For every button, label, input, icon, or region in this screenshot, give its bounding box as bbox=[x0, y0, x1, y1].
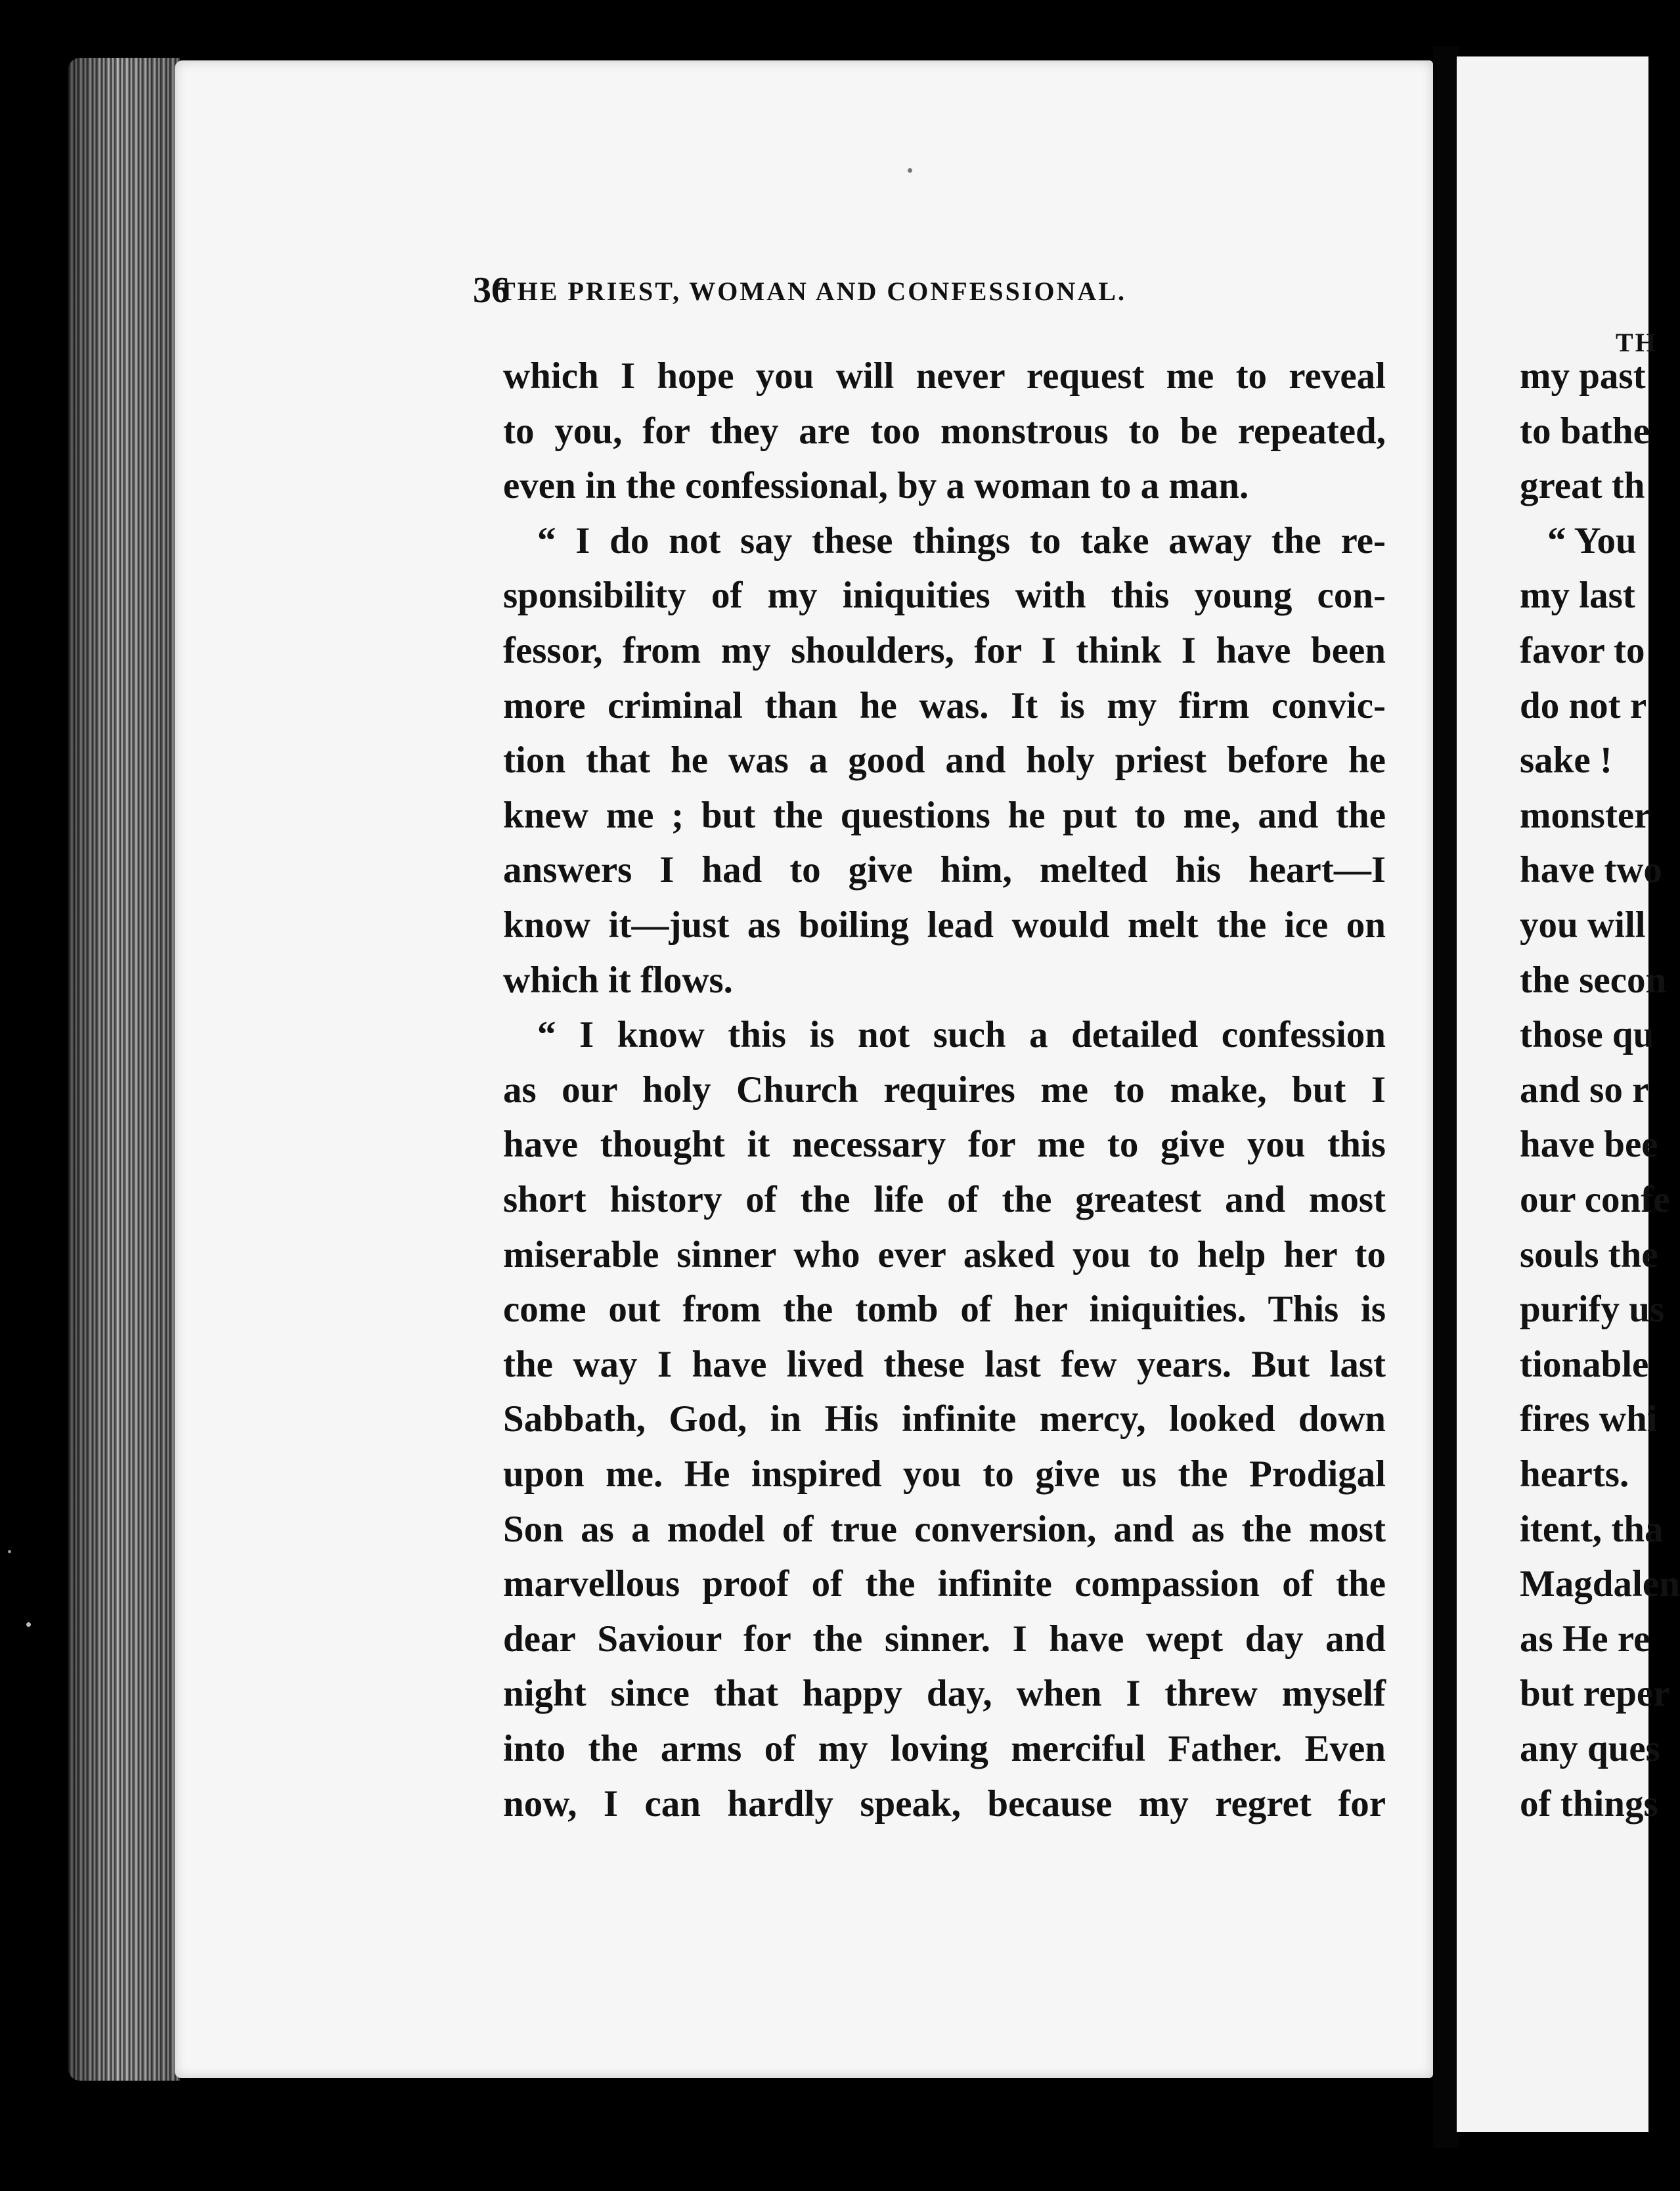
text-line: have bee bbox=[1520, 1124, 1658, 1165]
right-running-head: TH bbox=[1616, 328, 1658, 357]
text-line: and so r bbox=[1520, 1069, 1649, 1111]
text-line: even in the confessional, by a woman to a man. bbox=[503, 465, 1249, 506]
text-line: tionable bbox=[1520, 1344, 1649, 1385]
page-number: 36 bbox=[473, 270, 510, 311]
text-line: to bathe bbox=[1520, 410, 1650, 452]
text-line: the way I have lived these last few years. But last bbox=[503, 1344, 1386, 1385]
text-line: hearts. bbox=[1520, 1453, 1629, 1495]
text-line: you will bbox=[1520, 904, 1646, 946]
text-line: monster bbox=[1520, 795, 1651, 836]
text-line: souls the bbox=[1520, 1234, 1658, 1275]
text-line: night since that happy day, when I threw myself bbox=[503, 1673, 1386, 1714]
text-line: dear Saviour for the sinner. I have wept day and bbox=[503, 1618, 1386, 1660]
paper-speck bbox=[26, 1622, 31, 1627]
text-line: into the arms of my loving merciful Father. Even bbox=[503, 1728, 1386, 1769]
text-line: have thought it necessary for me to give you this bbox=[503, 1124, 1386, 1165]
text-line: our confe bbox=[1520, 1179, 1670, 1220]
running-head: THE PRIEST, WOMAN AND CONFESSIONAL. bbox=[498, 277, 1126, 306]
text-line: favor to bbox=[1520, 630, 1645, 671]
text-line: fessor, from my shoulders, for I think I have been bbox=[503, 630, 1386, 671]
text-line: have two bbox=[1520, 849, 1662, 891]
text-line: my last bbox=[1520, 575, 1635, 616]
text-line: Magdalen bbox=[1520, 1563, 1680, 1605]
text-line: know it—just as boiling lead would melt the ice on bbox=[503, 904, 1386, 946]
text-line: of things bbox=[1520, 1783, 1658, 1825]
fore-edge-shadow bbox=[68, 58, 180, 2081]
text-line: come out from the tomb of her iniquities. This is bbox=[503, 1289, 1386, 1330]
text-line: any ques bbox=[1520, 1728, 1660, 1769]
text-line: purify us bbox=[1520, 1289, 1665, 1330]
text-line: as He re bbox=[1520, 1618, 1650, 1660]
text-line: “ I know this is not such a detailed confession bbox=[537, 1014, 1386, 1055]
text-line: now, I can hardly speak, because my regret for bbox=[503, 1783, 1386, 1825]
text-line: which I hope you will never request me to reveal bbox=[503, 355, 1386, 397]
text-line: my past bbox=[1520, 355, 1646, 397]
text-line: miserable sinner who ever asked you to help her to bbox=[503, 1234, 1386, 1275]
text-line: “ You bbox=[1547, 520, 1637, 562]
text-line: short history of the life of the greatest and most bbox=[503, 1179, 1386, 1220]
book-gutter bbox=[1433, 46, 1459, 2148]
text-line: the secon bbox=[1520, 960, 1667, 1001]
text-line: sponsibility of my iniquities with this young con- bbox=[503, 575, 1386, 616]
text-line: which it flows. bbox=[503, 960, 733, 1001]
text-line: more criminal than he was. It is my firm convic- bbox=[503, 685, 1386, 726]
text-line: to you, for they are too monstrous to be repeated, bbox=[503, 410, 1386, 452]
text-line: as our holy Church requires me to make, but I bbox=[503, 1069, 1386, 1111]
text-line: Sabbath, God, in His infinite mercy, looked down bbox=[503, 1398, 1386, 1440]
text-line: great th bbox=[1520, 465, 1645, 506]
paper-speck bbox=[8, 1550, 11, 1553]
text-line: “ I do not say these things to take away the re- bbox=[537, 520, 1386, 562]
text-line: those qu bbox=[1520, 1014, 1654, 1055]
text-line: itent, tha bbox=[1520, 1509, 1664, 1550]
text-line: do not r bbox=[1520, 685, 1647, 726]
text-line: marvellous proof of the infinite compassion of the bbox=[503, 1563, 1386, 1605]
text-line: answers I had to give him, melted his heart—I bbox=[503, 849, 1386, 891]
text-line: but reper bbox=[1520, 1673, 1670, 1714]
text-line: knew me ; but the questions he put to me, and the bbox=[503, 795, 1386, 836]
paper-speck bbox=[908, 168, 912, 173]
text-line: tion that he was a good and holy priest before he bbox=[503, 740, 1386, 781]
text-line: Son as a model of true conversion, and as the most bbox=[503, 1509, 1386, 1550]
text-line: sake ! bbox=[1520, 740, 1612, 781]
right-page bbox=[1457, 56, 1680, 2132]
text-line: fires whi bbox=[1520, 1398, 1658, 1440]
text-line: upon me. He inspired you to give us the Prodigal bbox=[503, 1453, 1386, 1495]
